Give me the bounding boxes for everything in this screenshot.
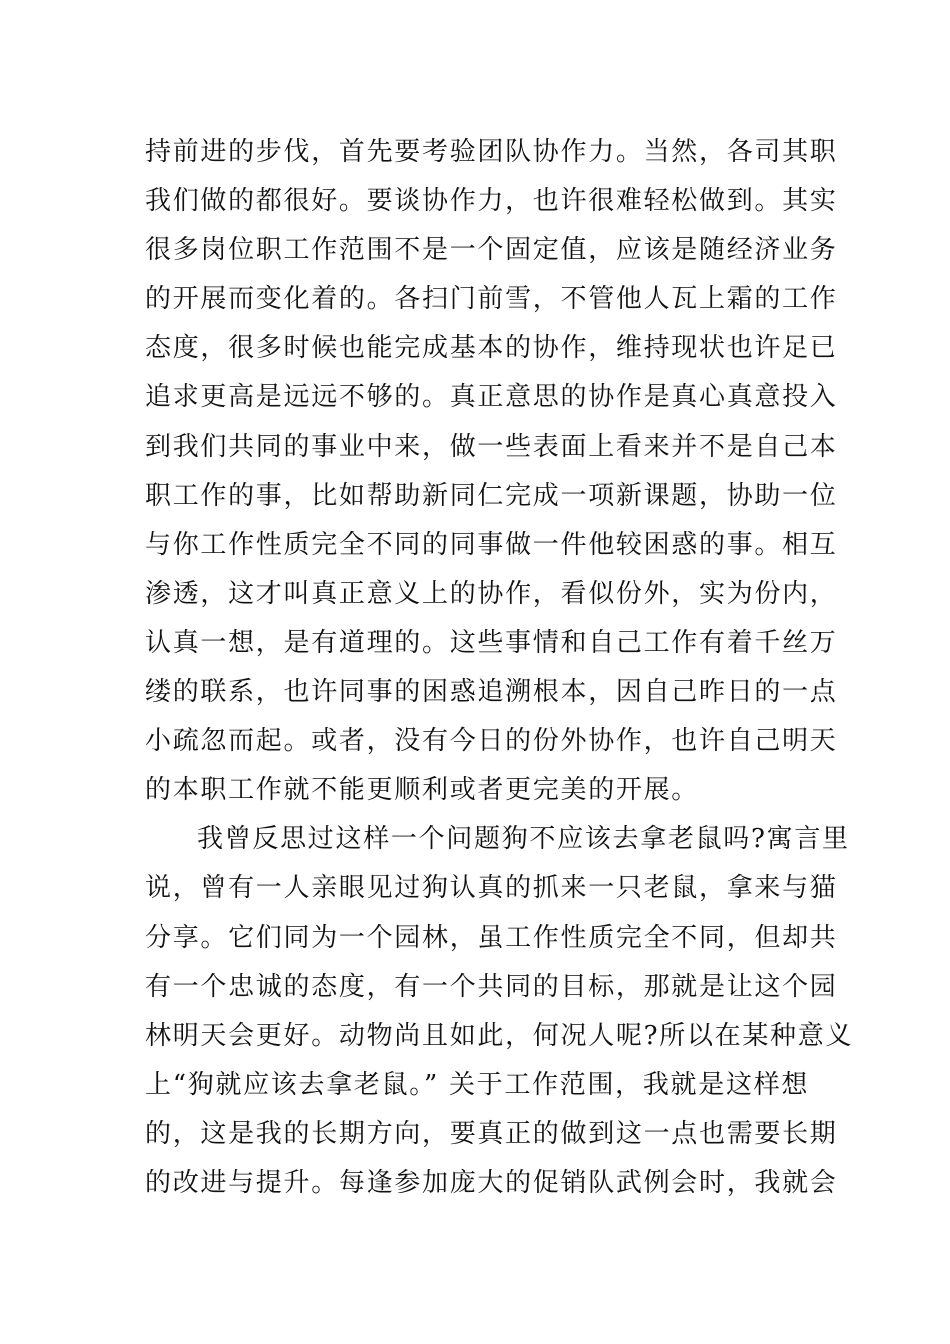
text-line: 态度，很多时候也能完成基本的协作，维持现状也许足已 (145, 333, 838, 364)
text-line: 与你工作性质完全不同的同事做一件他较困惑的事。相互 (145, 529, 838, 560)
text-line: 有一个忠诚的态度，有一个共同的目标，那就是让这个园 (145, 971, 838, 1002)
text-line: 说，曾有一人亲眼见过狗认真的抓来一只老鼠，拿来与猫 (145, 873, 838, 904)
body-text (145, 128, 854, 1208)
text-line: 追求更高是远远不够的。真正意思的协作是真心真意投入 (145, 382, 838, 413)
text-line: 我曾反思过这样一个问题狗不应该去拿老鼠吗?寓言里 (197, 824, 850, 855)
text-line: 渗透，这才叫真正意义上的协作，看似份外，实为份内， (145, 578, 838, 609)
text-line: 上“狗就应该去拿老鼠。” 关于工作范围，我就是这样想 (145, 1069, 810, 1100)
text-line: 我们做的都很好。要谈协作力，也许很难轻松做到。其实 (145, 186, 838, 217)
paragraph-2 (145, 815, 854, 1208)
text-line: 林明天会更好。动物尚且如此，何况人呢?所以在某种意义 (145, 1020, 854, 1051)
paragraph-1 (145, 128, 845, 815)
text-line: 缕的联系，也许同事的困惑追溯根本，因自己昨日的一点 (145, 677, 838, 708)
text-line: 的开展而变化着的。各扫门前雪，不管他人瓦上霜的工作 (145, 284, 838, 315)
text-line: 职工作的事，比如帮助新同仁完成一项新课题，协助一位 (145, 480, 838, 511)
text-line: 认真一想，是有道理的。这些事情和自己工作有着千丝万 (145, 627, 838, 658)
text-line: 分享。它们同为一个园林，虽工作性质完全不同，但却共 (145, 922, 838, 953)
text-line: 的本职工作就不能更顺利或者更完美的开展。 (145, 775, 700, 806)
text-line: 到我们共同的事业中来，做一些表面上看来并不是自己本 (145, 431, 838, 462)
text-line: 很多岗位职工作范围不是一个固定值，应该是随经济业务 (145, 235, 838, 266)
text-line: 的改进与提升。每逢参加庞大的促销队武例会时，我就会 (145, 1167, 838, 1198)
text-line: 的，这是我的长期方向，要真正的做到这一点也需要长期 (145, 1118, 838, 1149)
text-line: 持前进的步伐，首先要考验团队协作力。当然，各司其职 (145, 137, 838, 167)
text-line: 小疏忽而起。或者，没有今日的份外协作，也许自己明天 (145, 726, 838, 757)
